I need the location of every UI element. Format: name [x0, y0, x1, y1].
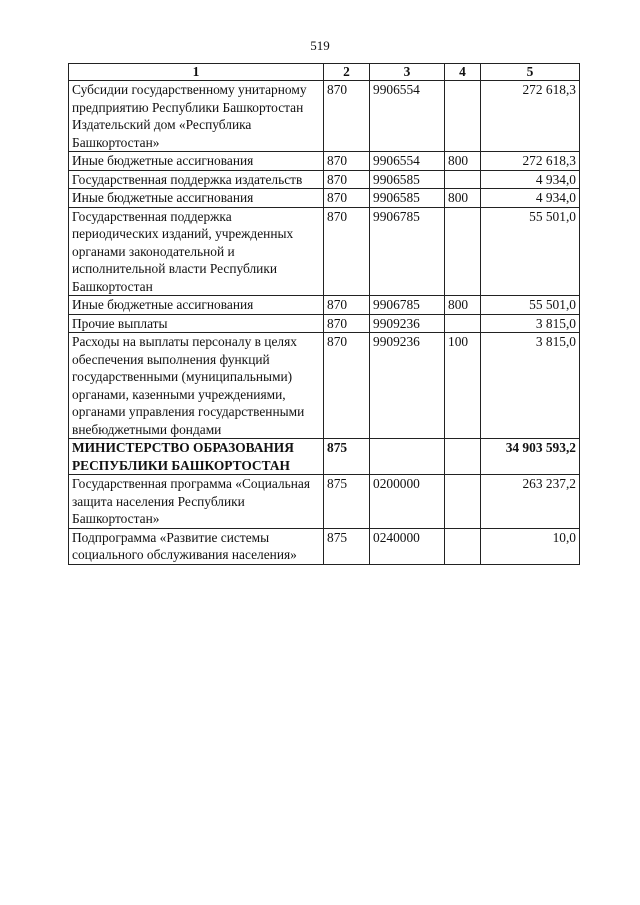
row-csr: 9909236 [370, 314, 445, 333]
table-row [69, 314, 580, 333]
header-col-3: 3 [370, 64, 445, 81]
row-csr: 9906785 [370, 296, 445, 315]
row-vr: 800 [445, 296, 481, 315]
row-sum: 272 618,3 [481, 152, 580, 171]
row-sum: 4 934,0 [481, 189, 580, 208]
row-name: Подпрограмма «Развитие системы социального обслуживания населения» [69, 528, 324, 564]
table-row [69, 170, 580, 189]
row-csr: 9906785 [370, 207, 445, 296]
row-csr: 9906554 [370, 152, 445, 171]
header-col-2: 2 [324, 64, 370, 81]
row-name: Субсидии государственному унитарному предприятию Республики Башкортостан Издательский дом «Республика Башкортостан» [69, 81, 324, 152]
row-sum: 3 815,0 [481, 333, 580, 439]
row-ved: 870 [324, 170, 370, 189]
table-row [69, 528, 580, 564]
row-sum: 55 501,0 [481, 296, 580, 315]
row-sum: 272 618,3 [481, 81, 580, 152]
table-header-row [69, 64, 580, 81]
table-row [69, 207, 580, 296]
row-vr: 100 [445, 333, 481, 439]
table-row [69, 296, 580, 315]
row-name: Иные бюджетные ассигнования [69, 189, 324, 208]
row-sum: 4 934,0 [481, 170, 580, 189]
row-csr: 9906554 [370, 81, 445, 152]
row-name: Иные бюджетные ассигнования [69, 152, 324, 171]
row-vr [445, 475, 481, 529]
row-ved: 870 [324, 314, 370, 333]
budget-table [68, 63, 580, 565]
row-ved: 875 [324, 439, 370, 475]
row-name: Государственная поддержка издательств [69, 170, 324, 189]
table-row [69, 81, 580, 152]
row-csr: 9906585 [370, 170, 445, 189]
row-name: МИНИСТЕРСТВО ОБРАЗОВАНИЯ РЕСПУБЛИКИ БАШКОРТОСТАН [69, 439, 324, 475]
row-ved: 875 [324, 528, 370, 564]
row-ved: 870 [324, 152, 370, 171]
row-csr: 0240000 [370, 528, 445, 564]
row-vr [445, 439, 481, 475]
row-name: Государственная программа «Социальная защита населения Республики Башкортостан» [69, 475, 324, 529]
row-ved: 870 [324, 189, 370, 208]
row-ved: 870 [324, 296, 370, 315]
row-csr: 9906585 [370, 189, 445, 208]
page-number: 519 [310, 38, 330, 53]
row-name: Государственная поддержка периодических изданий, учрежденных органами законодательной и исполнительной власти Республики Башкортостан [69, 207, 324, 296]
table-row [69, 333, 580, 439]
row-name: Прочие выплаты [69, 314, 324, 333]
table-row [69, 475, 580, 529]
header-col-5: 5 [481, 64, 580, 81]
row-vr [445, 207, 481, 296]
row-csr [370, 439, 445, 475]
row-ved: 870 [324, 81, 370, 152]
row-ved: 870 [324, 333, 370, 439]
header-col-4: 4 [445, 64, 481, 81]
table-row-ministry [69, 439, 580, 475]
header-col-1: 1 [69, 64, 324, 81]
row-vr [445, 81, 481, 152]
row-name: Иные бюджетные ассигнования [69, 296, 324, 315]
row-csr: 9909236 [370, 333, 445, 439]
row-sum: 3 815,0 [481, 314, 580, 333]
table-row [69, 189, 580, 208]
table-row [69, 152, 580, 171]
row-vr [445, 528, 481, 564]
row-vr [445, 314, 481, 333]
row-sum: 55 501,0 [481, 207, 580, 296]
row-vr: 800 [445, 152, 481, 171]
row-sum: 263 237,2 [481, 475, 580, 529]
row-vr [445, 170, 481, 189]
row-csr: 0200000 [370, 475, 445, 529]
row-vr: 800 [445, 189, 481, 208]
row-ved: 870 [324, 207, 370, 296]
row-sum: 34 903 593,2 [481, 439, 580, 475]
row-name: Расходы на выплаты персоналу в целях обеспечения выполнения функций государственными (муниципальными) органами, казенными учреждениями, органами управления государственными внебюджетными фондами [69, 333, 324, 439]
row-sum: 10,0 [481, 528, 580, 564]
row-ved: 875 [324, 475, 370, 529]
